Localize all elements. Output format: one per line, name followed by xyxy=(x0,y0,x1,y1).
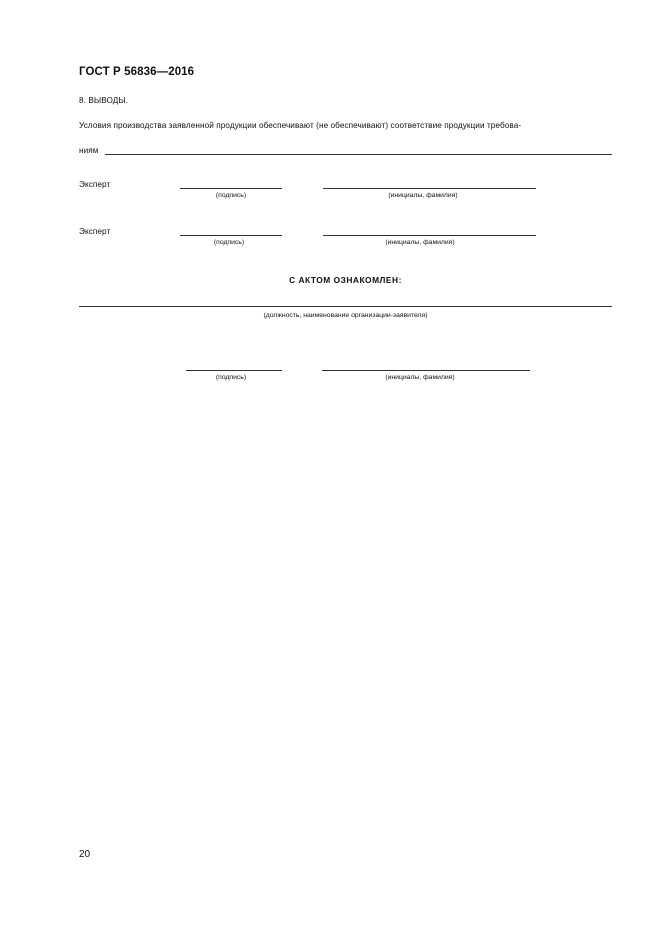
applicant-signature-caption: (подпись) xyxy=(215,374,247,381)
conclusion-paragraph-line2: ниям xyxy=(79,146,99,155)
expert-1-signature-caption: (подпись) xyxy=(215,192,247,199)
expert-2-name-caption: (инициалы, фамилия) xyxy=(385,239,455,246)
applicant-name-caption: (инициалы, фамилия) xyxy=(385,374,455,381)
expert-1-name-line xyxy=(323,188,536,189)
applicant-name-line xyxy=(322,370,530,371)
applicant-signature-line xyxy=(186,370,282,371)
page-number: 20 xyxy=(79,849,91,860)
position-fill-line xyxy=(79,306,612,307)
conclusion-paragraph-line1: Условия производства заявленной продукции обеспечивают (не обеспечивают) соответствие продукции требова- xyxy=(79,121,522,130)
expert-label-1: Эксперт xyxy=(79,180,111,189)
document-standard-header: ГОСТ Р 56836—2016 xyxy=(79,66,195,78)
position-caption: (должность, наименование организации-заявителя) xyxy=(263,312,428,319)
expert-1-name-caption: (инициалы, фамилия) xyxy=(388,192,458,199)
section-title: 8. ВЫВОДЫ. xyxy=(79,96,129,105)
expert-2-name-line xyxy=(323,235,536,236)
expert-2-signature-caption: (подпись) xyxy=(213,239,245,246)
acknowledgement-title: С АКТОМ ОЗНАКОМЛЕН: xyxy=(289,275,402,285)
expert-label-2: Эксперт xyxy=(79,227,111,236)
requirements-fill-line xyxy=(105,154,612,155)
expert-2-signature-line xyxy=(180,235,282,236)
expert-1-signature-line xyxy=(180,188,282,189)
